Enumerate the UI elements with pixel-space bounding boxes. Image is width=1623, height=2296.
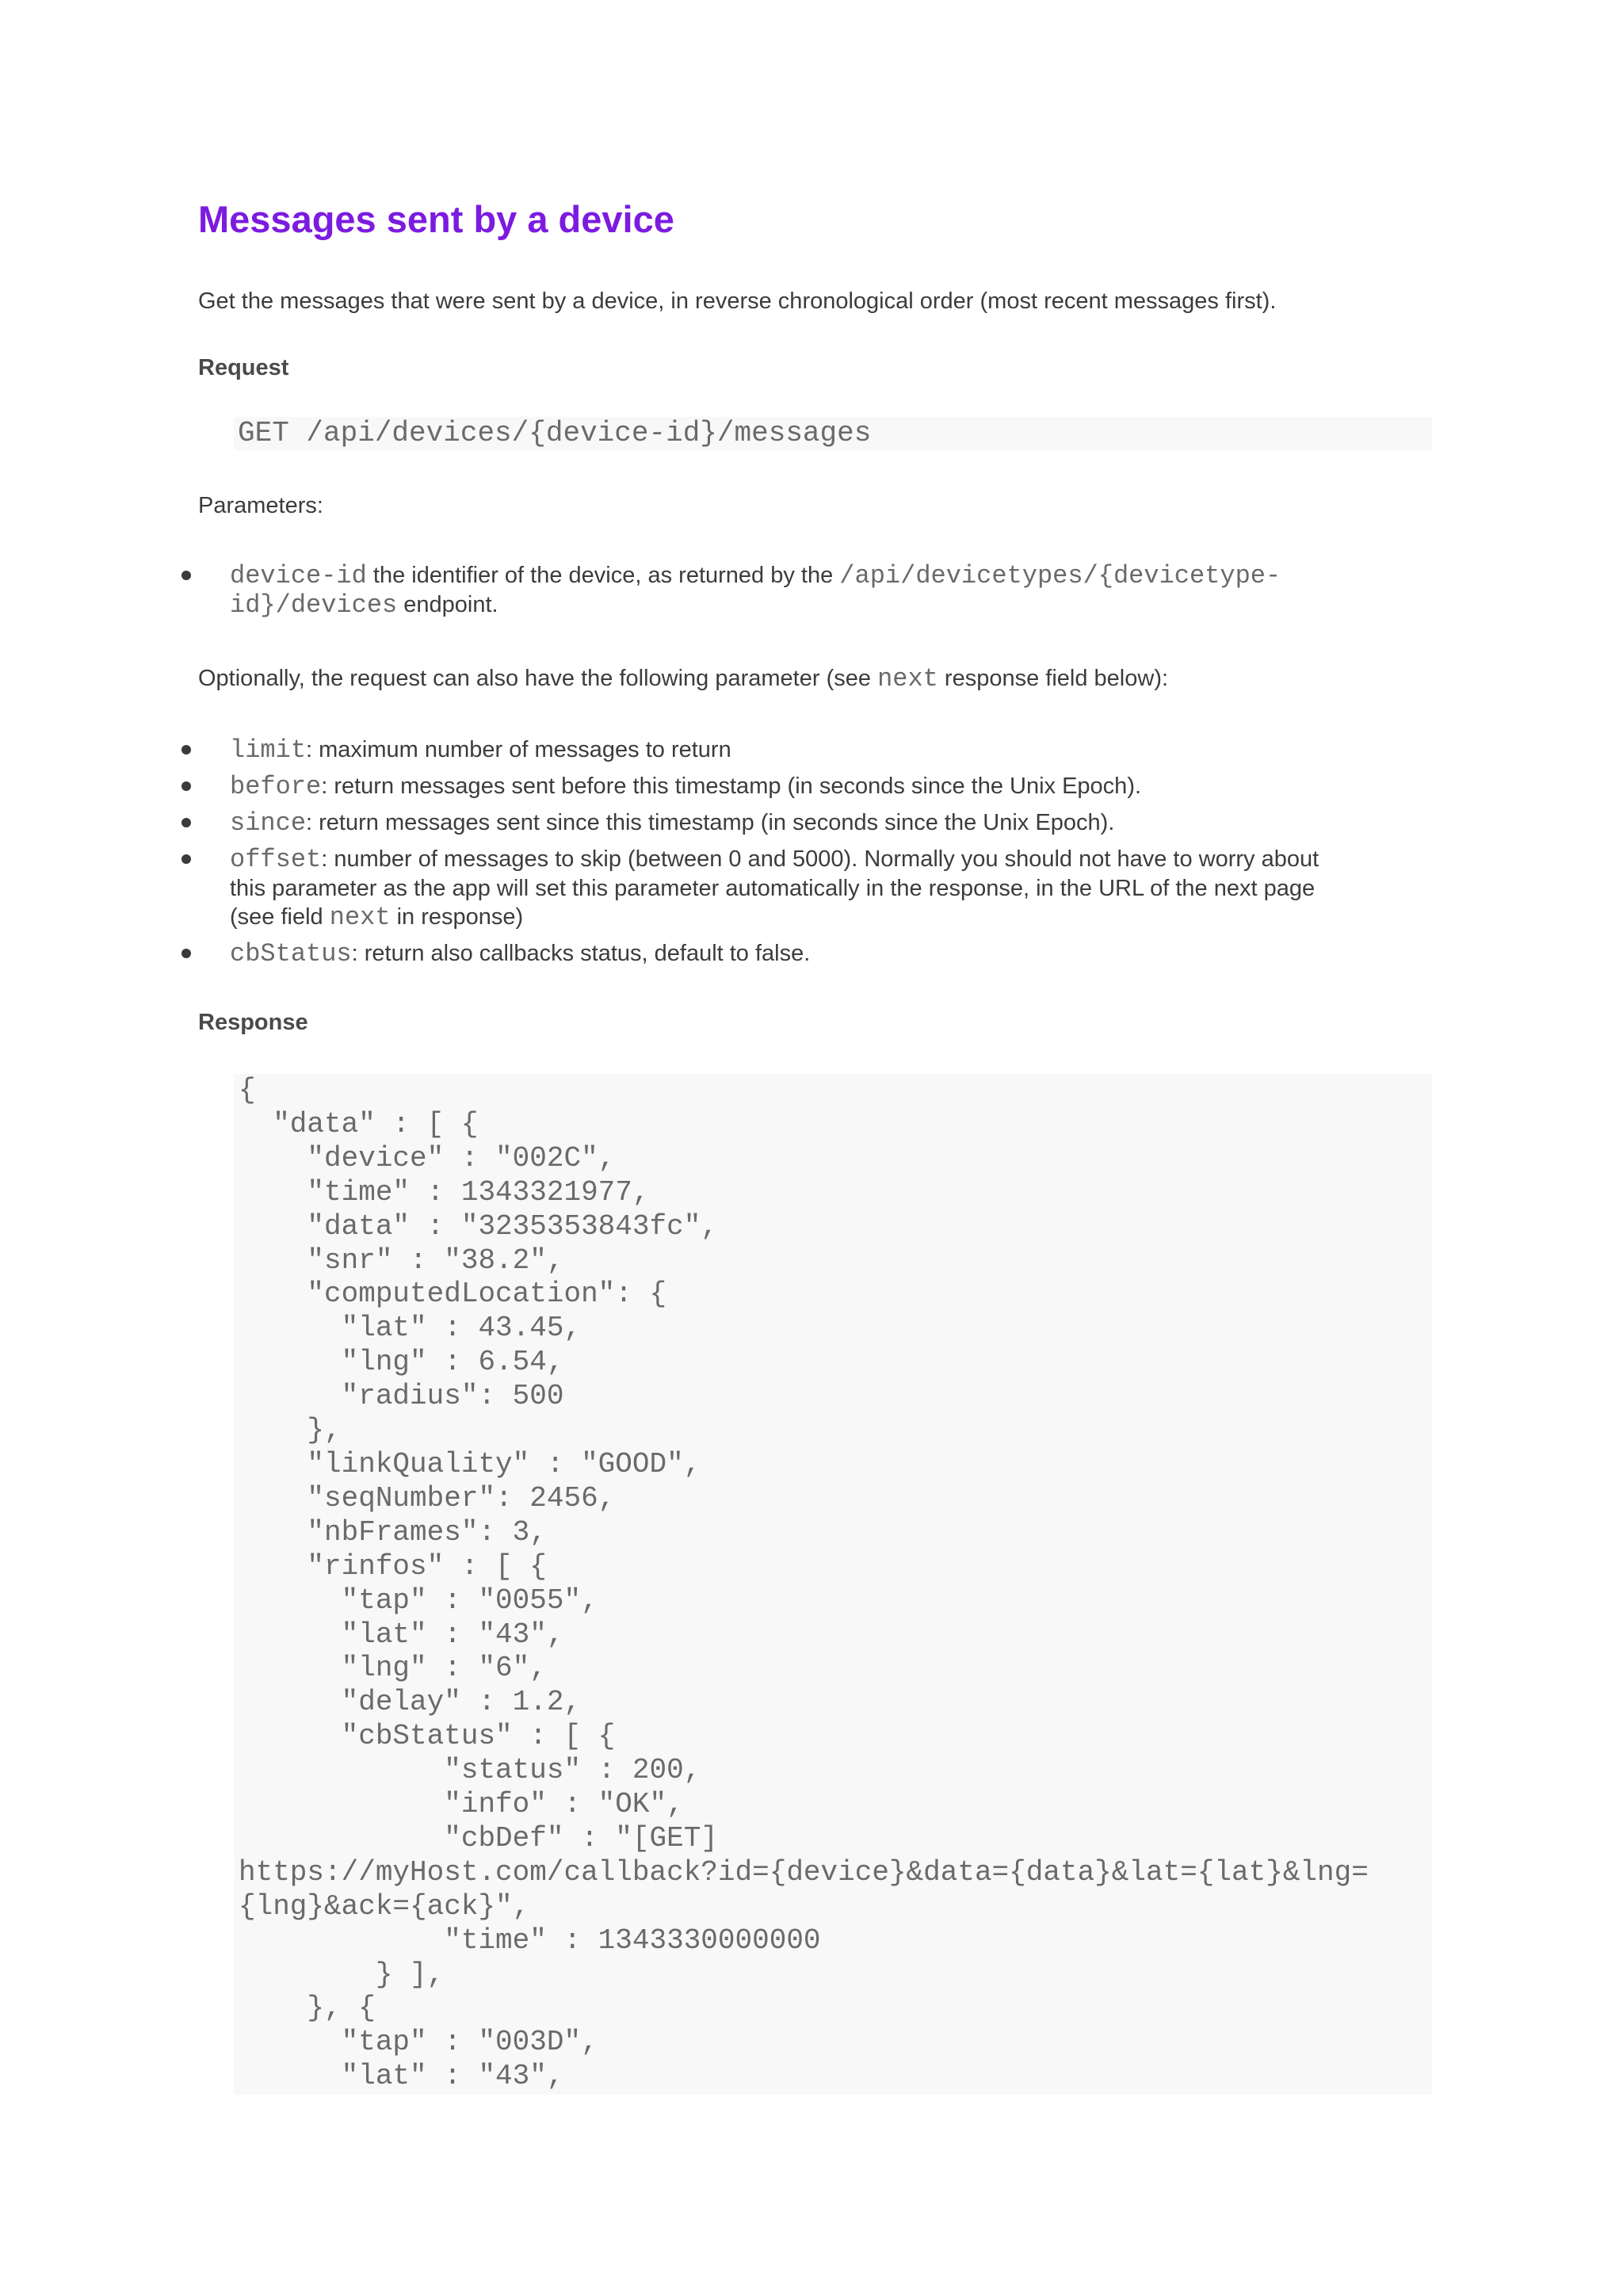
optional-text: Optionally, the request can also have the following parameter (see xyxy=(198,666,878,691)
bullet-icon xyxy=(181,818,191,827)
request-heading: Request xyxy=(198,355,289,380)
param-text-cont: endpoint. xyxy=(397,592,498,617)
param-code: limit xyxy=(230,735,307,765)
param-text-end: in response) xyxy=(390,904,524,930)
endpoint-code: /api/devicetypes/{devicetype- xyxy=(839,561,1281,590)
param-code: cbStatus xyxy=(230,939,352,968)
list-item xyxy=(198,808,1434,838)
list-item xyxy=(198,772,1434,801)
list-item xyxy=(198,939,1434,968)
bullet-icon xyxy=(181,571,191,580)
required-params-list xyxy=(198,561,1434,620)
request-code-block[interactable]: GET /api/devices/{device-id}/messages xyxy=(234,417,1432,450)
bullet-icon xyxy=(181,781,191,791)
optional-paragraph xyxy=(198,663,1168,695)
param-text: the identifier of the device, as returned by the xyxy=(366,563,840,588)
list-item xyxy=(198,735,1434,765)
param-code: before xyxy=(230,772,322,801)
bullet-icon xyxy=(181,745,191,755)
param-text: : return messages sent before this timestamp (in seconds since the Unix Epoch). xyxy=(321,774,1142,799)
param-text: : number of messages to skip (between 0 and 5000). Normally you should not have to worry about xyxy=(321,846,1319,872)
list-item xyxy=(198,561,1434,620)
param-code: device-id xyxy=(230,561,367,590)
optional-text-end: response field below): xyxy=(938,666,1169,691)
page-title: Messages sent by a device xyxy=(198,198,674,240)
response-code-block[interactable] xyxy=(234,1074,1432,2095)
next-code: next xyxy=(329,903,391,932)
bullet-icon xyxy=(181,949,191,958)
optional-code: next xyxy=(877,664,938,693)
param-text: : maximum number of messages to return xyxy=(306,737,731,762)
param-code: offset xyxy=(230,845,322,874)
param-text-cont: this parameter as the app will set this parameter automatically in the response, in the URL of the next page xyxy=(230,876,1316,901)
response-json: { "data" : [ { "device" : "002C", "time" : 1343321977, "data" : "3235353843fc", "snr" : "38.2", "computedLocation": { "lat" : 43.45, "lng" : 6.54, "radius": 500 }, "linkQuality" : "GOOD", "seqNumber": 2456, "nbFrames": 3, "rinfos" : [ { "tap" : "0055", "lat" : "43", "lng" : "6", "delay" : 1.2, "cbStatus" : [ { "status" : 200, "info" : "OK", "cbDef" : "[GET] https://myHost.com/callback?id={device}&data={data}&lat={lat}&lng= {lng}&ack={ack}", "time" : 1343330000000 } ], }, { "tap" : "003D", "lat" : "43", xyxy=(239,1074,1369,2093)
intro-paragraph: Get the messages that were sent by a device, in reverse chronological order (most recent messages first). xyxy=(198,288,1277,314)
param-code: since xyxy=(230,808,307,838)
list-item xyxy=(198,845,1434,932)
bullet-icon xyxy=(181,854,191,864)
response-heading: Response xyxy=(198,1010,308,1035)
param-text-cont: (see field xyxy=(230,904,330,930)
optional-params-list xyxy=(198,735,1434,968)
param-text: : return messages sent since this timestamp (in seconds since the Unix Epoch). xyxy=(306,810,1115,835)
parameters-label: Parameters: xyxy=(198,493,323,518)
param-text: : return also callbacks status, default to false. xyxy=(351,941,811,966)
endpoint-code-cont: id}/devices xyxy=(230,590,398,620)
